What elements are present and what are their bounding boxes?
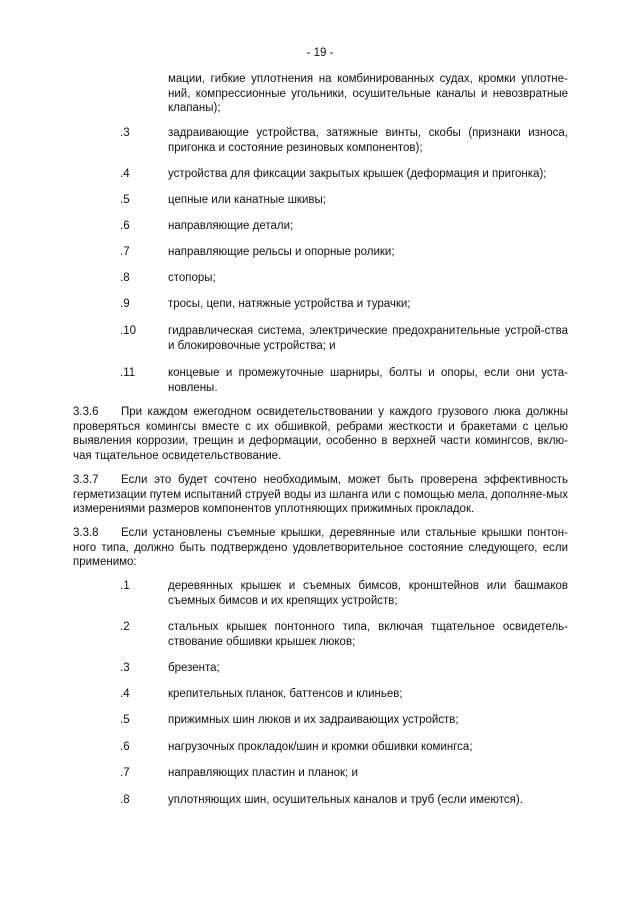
list-item-number: .7 [120,767,130,779]
list-item-text: концевые и промежуточные шарниры, болты и опоры, если они уста-новлены. [168,367,568,394]
paragraph-text: Если это будет сочтено необходимым, может быть проверена эффективность герметизации путем испытаний струей воды из шланга или с помощью мела, дополняе-мых измерениями размеров компонентов уплотняющих прижимных прокладок. [73,474,568,515]
list-item-number: .3 [120,127,130,139]
list-item-text: направляющих пластин и планок; и [168,767,358,779]
list-item-number: .7 [120,246,130,258]
list-item-number: .4 [120,688,130,700]
list-item-text: направляющие рельсы и опорные ролики; [168,246,395,258]
list-item-number: .9 [120,298,130,310]
paragraph-3-3-8 [73,526,568,570]
paragraph-3-3-7 [73,473,568,517]
list-item-text: уплотняющих шин, осушительных каналов и труб (если имеются). [168,794,523,806]
list-item-number: .11 [120,367,136,379]
list-item-number: .5 [120,194,130,206]
page-number: - 19 - [306,47,334,59]
list-item-number: .5 [120,714,130,726]
list-item-number: .6 [120,220,130,232]
list-item-text: задраивающие устройства, затяжные винты, скобы (признаки износа, пригонка и состояние резиновых компонентов); [168,127,568,154]
list-item-number: .10 [120,325,136,337]
list-item-text: крепительных планок, баттенсов и клиньев; [168,688,403,700]
list-item-number: .8 [120,272,130,284]
list-item-text: цепные или канатные шкивы; [168,194,326,206]
list-item-number: .3 [120,662,130,674]
list-item-text: деревянных крышек и съемных бимсов, кронштейнов или башмаков съемных бимсов и их крепящих устройств; [168,580,568,607]
paragraph-3-3-6 [73,405,568,463]
paragraph-number: 3.3.6 [73,406,99,418]
list-item-text: устройства для фиксации закрытых крышек (деформация и пригонка); [168,168,547,180]
list-item-text: брезента; [168,662,220,674]
paragraph-number: 3.3.8 [73,527,99,539]
list-item-text: направляющие детали; [168,220,294,232]
list-item-text: гидравлическая система, электрические предохранительные устрой-ства и блокировочные устройства; и [168,325,568,352]
list-item-number: .1 [120,580,130,592]
paragraph-number: 3.3.7 [73,474,99,486]
paragraph-text: Если установлены съемные крышки, деревянные или стальные крышки понтон-ного типа, должно быть подтверждено удовлетворительное состояние следующего, если применимо: [73,527,568,568]
list-item-text: стальных крышек понтонного типа, включая тщательное освидетель-ствование обшивки крышек люков; [168,621,568,648]
list-item-text: стопоры; [168,272,216,284]
paragraph-text: При каждом ежегодном освидетельствовании у каждого грузового люка должны проверяться комингсы вместе с их обшивкой, ребрами жесткости и бракетами с целью выявления коррозии, трещин и деформации, особенно в верхней части комингсов, вклю-чая тщательное освидетельствование. [73,406,568,462]
list-item-number: .2 [120,621,130,633]
list-item-text: нагрузочных прокладок/шин и кромки обшивки комингса; [168,741,473,753]
list-item-number: .4 [120,168,130,180]
list-item-text: прижимных шин люков и их задраивающих устройств; [168,714,459,726]
list-item-text: мации, гибкие уплотнения на комбинированных судах, кромки уплотне-ний, компрессионные угольники, осушительные каналы и невозвратные клапаны); [168,73,568,114]
list-item-number: .6 [120,741,130,753]
list-item-text: тросы, цепи, натяжные устройства и турачки; [168,298,411,310]
list-item-number: .8 [120,794,130,806]
